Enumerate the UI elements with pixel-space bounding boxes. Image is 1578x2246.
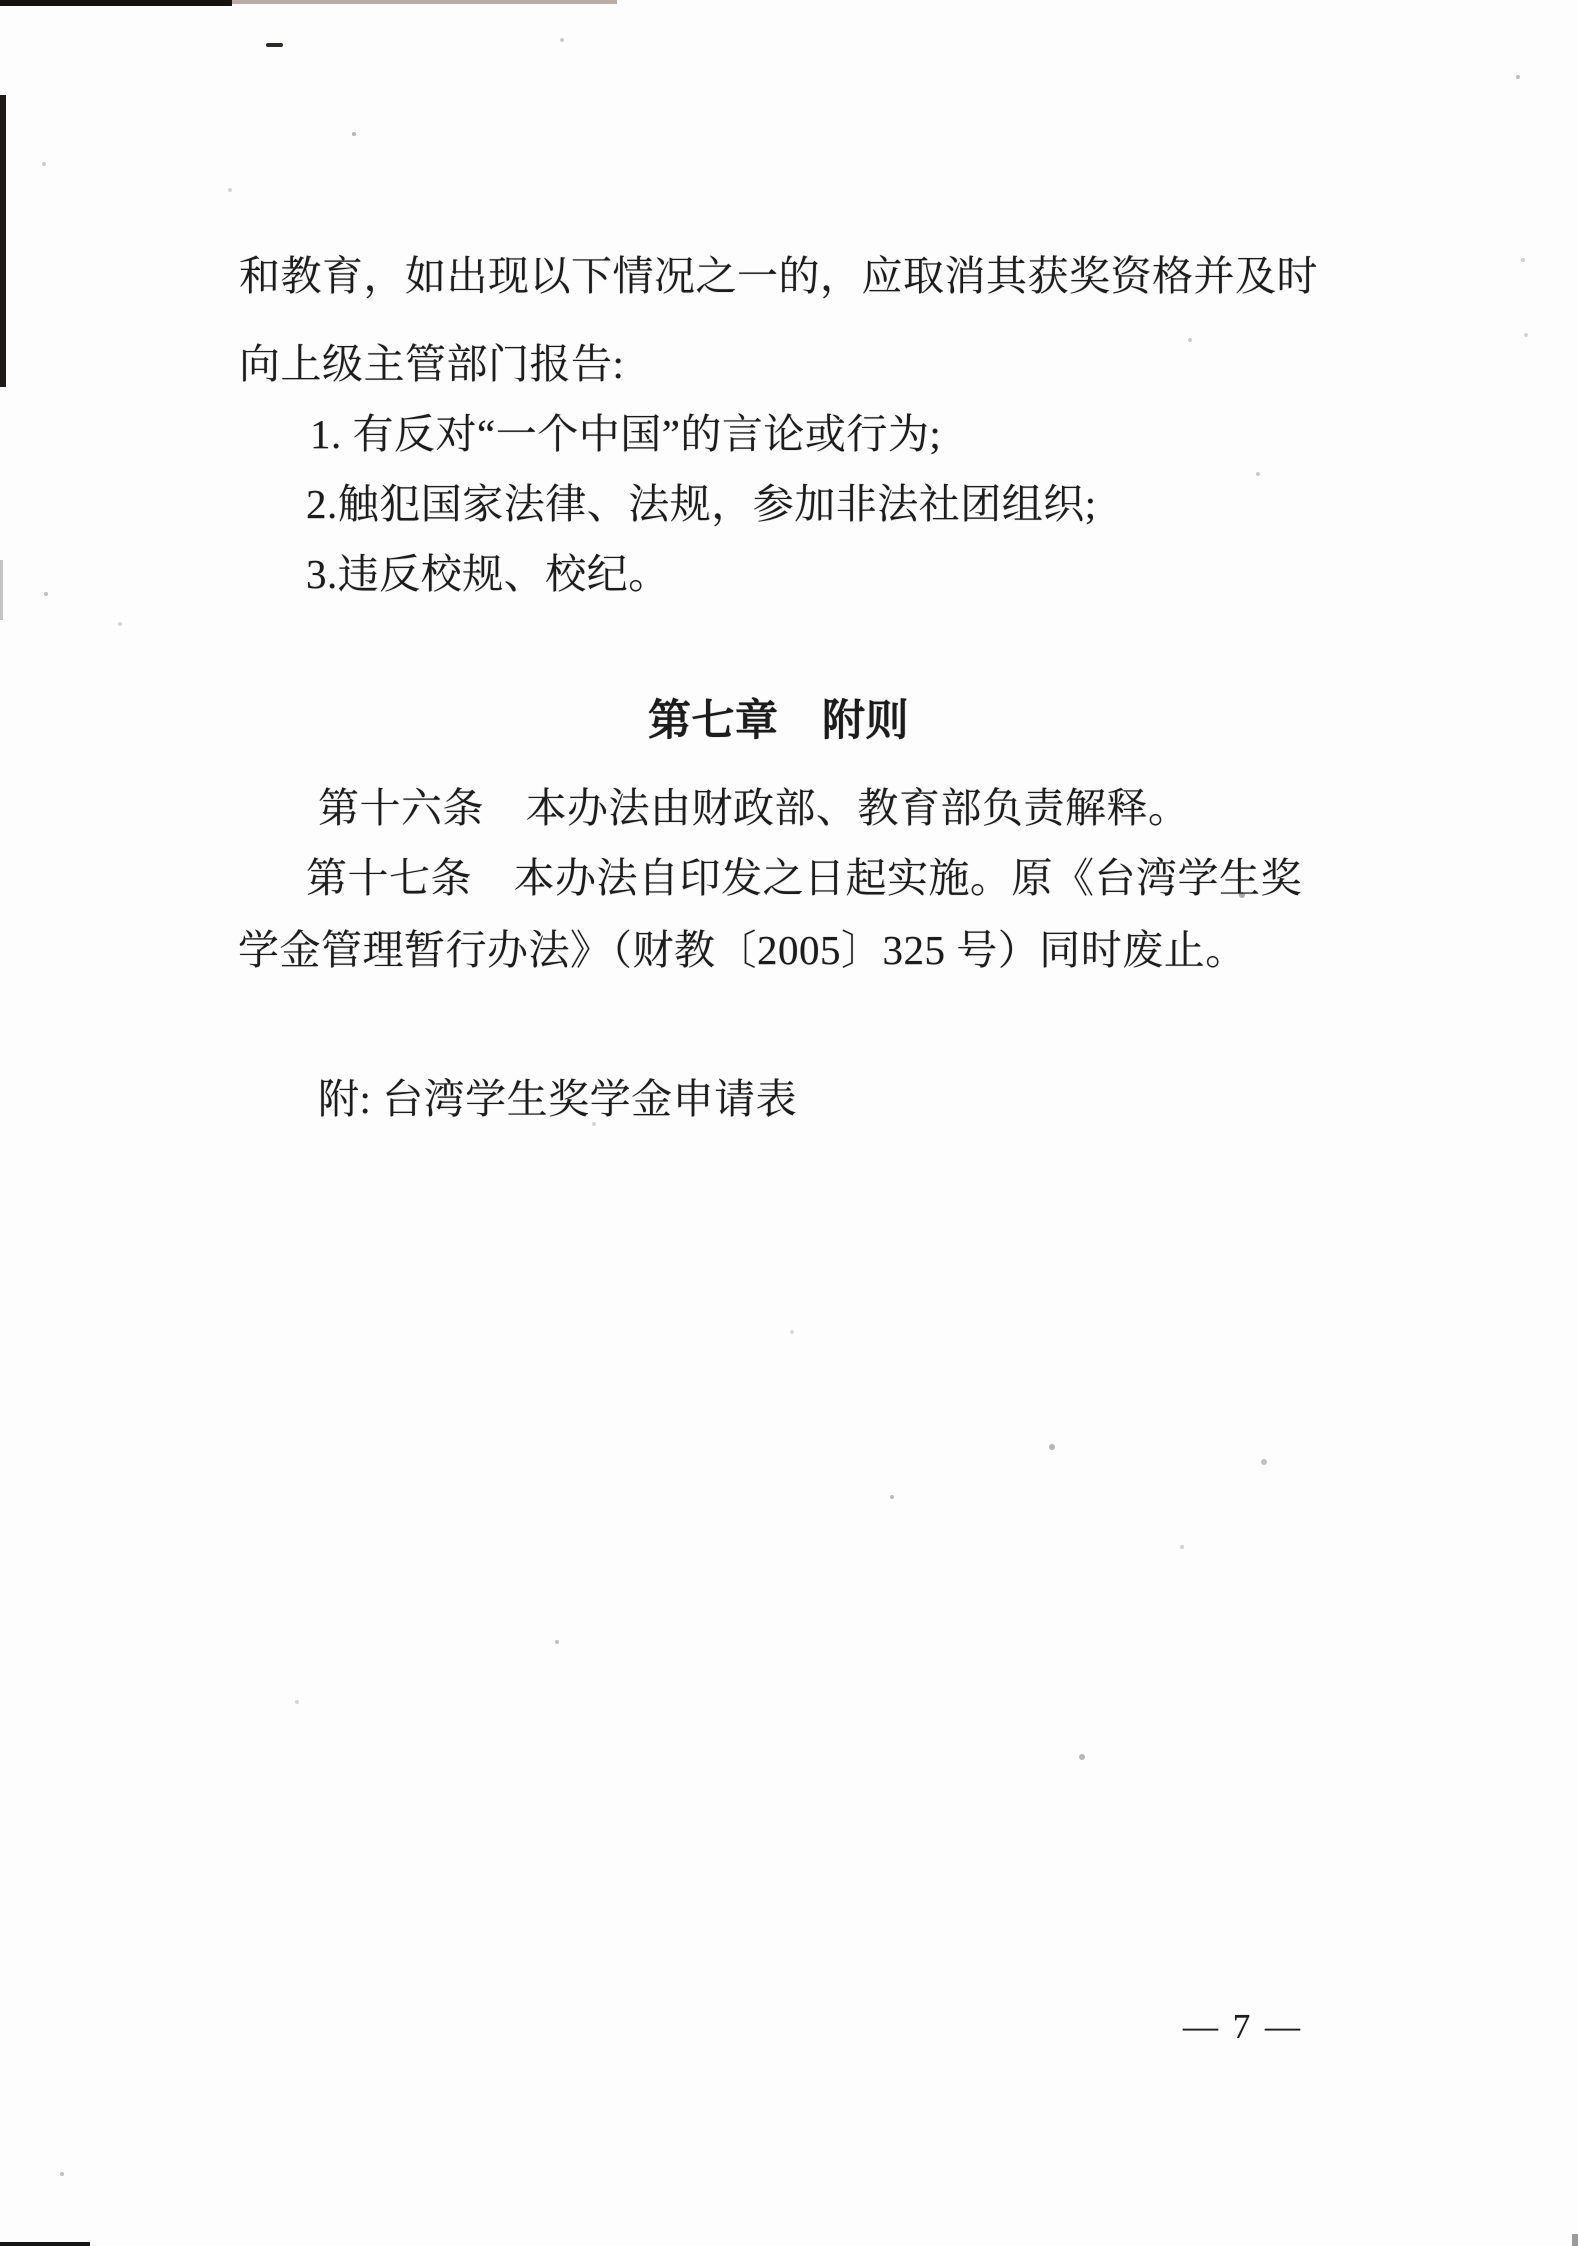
scan-speck-layer: [0, 0, 4, 4]
list-item-3: 3.违反校规、校纪。: [306, 551, 670, 597]
article-16-text: 第十六条 本办法由财政部、教育部负责解释。: [318, 785, 1190, 831]
scan-artifact-top-strip-2: [232, 0, 617, 4]
scan-artifact-left-strip-2: [0, 560, 3, 620]
scan-artifact-dash: [266, 43, 283, 47]
article-17-line-2: 学金管理暂行办法》（财教〔2005〕325 号）同时废止。: [238, 927, 1247, 973]
scan-artifact-bottom-right: [1572, 2234, 1578, 2246]
scan-artifact-left-strip: [0, 95, 6, 387]
scan-artifact-top-strip: [0, 0, 232, 6]
scan-artifact-bottom-left: [0, 2242, 90, 2246]
page-number: — 7 —: [1183, 2007, 1303, 2046]
body-text-line-2: 向上级主管部门报告:: [239, 341, 625, 387]
list-item-1: 1. 有反对“一个中国”的言论或行为;: [310, 411, 942, 457]
body-text-line-1: 和教育，如出现以下情况之一的，应取消其获奖资格并及时: [239, 253, 1318, 299]
chapter-heading: 第七章 附则: [648, 698, 909, 745]
attachment-note: 附: 台湾学生奖学金申请表: [318, 1076, 798, 1122]
list-item-2: 2.触犯国家法律、法规，参加非法社团组织;: [306, 481, 1097, 527]
article-17-line-1: 第十七条 本办法自印发之日起实施。原《台湾学生奖: [306, 855, 1302, 901]
